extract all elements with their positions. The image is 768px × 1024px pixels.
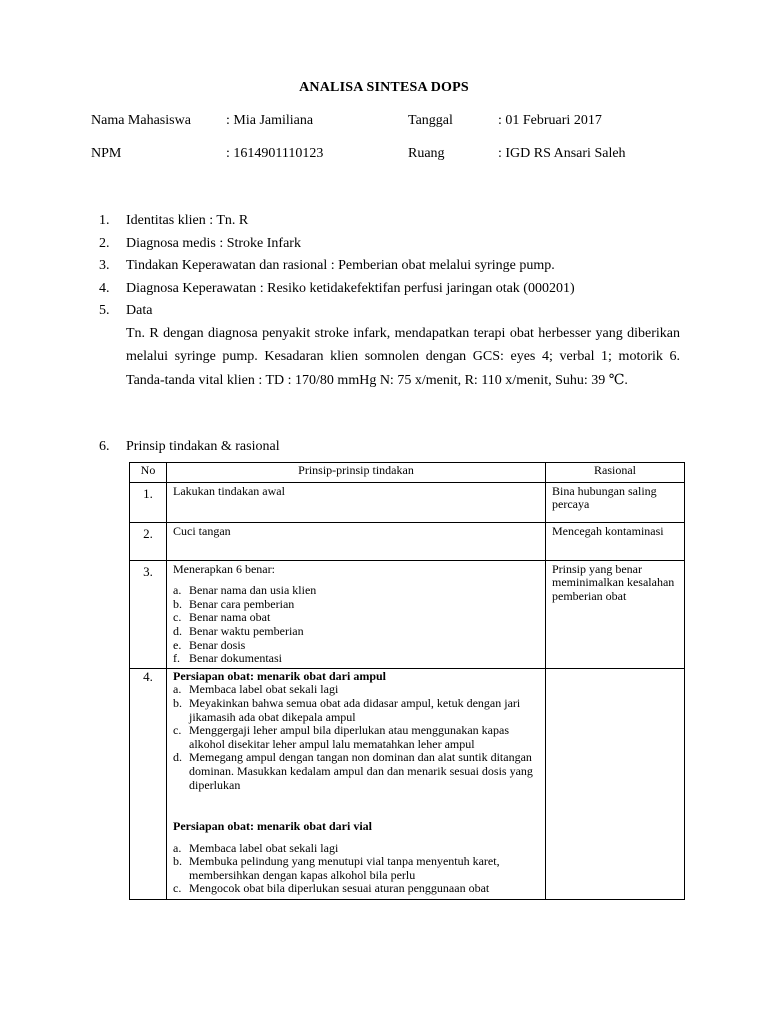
list-item bbox=[173, 625, 539, 639]
step-letter: c. bbox=[173, 723, 182, 738]
list-item-number: 6. bbox=[99, 439, 110, 454]
ampul-steps bbox=[173, 683, 539, 792]
step-text: Benar dokumentasi bbox=[189, 651, 282, 666]
step-text: Membaca label obat sekali lagi bbox=[189, 840, 339, 855]
list-item-text: Diagnosa medis : Stroke Infark bbox=[126, 236, 301, 251]
data-paragraph: Tn. R dengan diagnosa penyakit stroke infark, mendapatkan terapi obat herbesser yang diberikan melalui syringe pump. Kesadaran klien somnolen dengan GCS: eyes 4; verbal 1; motorik 6. Tanda-tanda vital klien : TD : 170/80 mmHg N: 75 x/menit, R: 110 x/menit, Suhu: 39 ℃. bbox=[126, 326, 680, 388]
list-item bbox=[173, 611, 539, 625]
npm-label: NPM bbox=[91, 146, 122, 161]
step-text: Benar nama dan usia klien bbox=[189, 583, 317, 598]
list-item-number: 2. bbox=[99, 236, 110, 251]
ruang-value: : IGD RS Ansari Saleh bbox=[498, 146, 626, 161]
step-text: Benar waktu pemberian bbox=[189, 623, 304, 638]
row-rasional bbox=[546, 668, 685, 899]
list-item bbox=[173, 842, 539, 856]
row-no: 1. bbox=[130, 482, 167, 522]
list-item bbox=[173, 683, 539, 697]
list-item bbox=[173, 584, 539, 598]
list-item-text: Diagnosa Keperawatan : Resiko ketidakefektifan perfusi jaringan otak (000201) bbox=[126, 281, 575, 296]
list-item-text: Tindakan Keperawatan dan rasional : Pemberian obat melalui syringe pump. bbox=[126, 258, 555, 273]
ampul-title: Persiapan obat: menarik obat dari ampul bbox=[173, 668, 387, 683]
six-rights-intro: Menerapkan 6 benar: bbox=[173, 561, 275, 576]
header-no: No bbox=[130, 463, 167, 483]
step-letter: c. bbox=[173, 610, 182, 625]
step-text: Memegang ampul dengan tangan non dominan dan alat suntik ditangan dominan. Masukkan kedalam ampul dan dan menarik sesuai dosis yang diperlukan bbox=[189, 750, 533, 792]
table-header-row bbox=[130, 463, 685, 483]
step-letter: b. bbox=[173, 695, 182, 710]
step-text: Membaca label obat sekali lagi bbox=[189, 682, 339, 697]
header-prinsip: Prinsip-prinsip tindakan bbox=[167, 463, 546, 483]
vial-title: Persiapan obat: menarik obat dari vial bbox=[173, 819, 373, 834]
step-letter: b. bbox=[173, 854, 182, 869]
step-text: Menggergaji leher ampul bila diperlukan atau menggunakan kapas alkohol disekitar leher ampul lalu mematahkan leher ampul bbox=[189, 723, 510, 751]
step-letter: e. bbox=[173, 637, 182, 652]
step-letter: f. bbox=[173, 651, 180, 666]
list-item bbox=[173, 882, 539, 896]
table-row bbox=[130, 522, 685, 560]
step-text: Meyakinkan bahwa semua obat ada didasar ampul, ketuk dengan jari jikamasih ada obat dikepala ampul bbox=[189, 695, 521, 724]
list-item-text: Data bbox=[126, 303, 153, 318]
header-rasional: Rasional bbox=[546, 463, 685, 483]
tanggal-label: Tanggal bbox=[408, 113, 453, 128]
step-letter: a. bbox=[173, 583, 182, 598]
step-letter: d. bbox=[173, 750, 182, 765]
step-letter: d. bbox=[173, 623, 182, 638]
step-text: Mengocok obat bila diperlukan sesuai aturan penggunaan obat bbox=[189, 881, 490, 896]
tanggal-value: : 01 Februari 2017 bbox=[498, 113, 602, 128]
list-item bbox=[173, 855, 539, 882]
step-text: Membuka pelindung yang menutupi vial tanpa menyentuh karet, membersihkan dengan kapas alkohol bila perlu bbox=[189, 854, 500, 882]
list-item-number: 4. bbox=[99, 281, 110, 296]
row-prinsip bbox=[167, 560, 546, 668]
step-text: Benar dosis bbox=[189, 637, 246, 652]
table-row bbox=[130, 560, 685, 668]
list-item bbox=[173, 697, 539, 724]
row-no: 4. bbox=[130, 668, 167, 899]
list-item bbox=[173, 598, 539, 612]
vial-steps bbox=[173, 842, 539, 896]
list-item-number: 3. bbox=[99, 258, 110, 273]
document-title: ANALISA SINTESA DOPS bbox=[299, 80, 469, 95]
row-no: 2. bbox=[130, 522, 167, 560]
table-row bbox=[130, 482, 685, 522]
list-item-number: 1. bbox=[99, 213, 110, 228]
list-item bbox=[173, 724, 539, 751]
row-rasional: Bina hubungan saling percaya bbox=[546, 482, 685, 522]
nama-label: Nama Mahasiswa bbox=[91, 113, 191, 128]
table-row bbox=[130, 668, 685, 899]
row-no: 3. bbox=[130, 560, 167, 668]
row-prinsip: Lakukan tindakan awal bbox=[167, 482, 546, 522]
list-item bbox=[173, 639, 539, 653]
list-item bbox=[173, 652, 539, 666]
ruang-label: Ruang bbox=[408, 146, 445, 161]
list-item-text: Identitas klien : Tn. R bbox=[126, 213, 249, 228]
step-letter: b. bbox=[173, 596, 182, 611]
step-letter: c. bbox=[173, 881, 182, 896]
row-prinsip bbox=[167, 668, 546, 899]
step-text: Benar cara pemberian bbox=[189, 596, 295, 611]
step-letter: a. bbox=[173, 840, 182, 855]
list-item bbox=[173, 751, 539, 792]
nama-value: : Mia Jamiliana bbox=[226, 113, 314, 128]
six-rights-list bbox=[173, 584, 539, 666]
list-item-text: Prinsip tindakan & rasional bbox=[126, 439, 280, 454]
row-prinsip: Cuci tangan bbox=[167, 522, 546, 560]
list-item-number: 5. bbox=[99, 303, 110, 318]
row-rasional: Prinsip yang benar meminimalkan kesalahan pemberian obat bbox=[546, 560, 685, 668]
prinsip-table bbox=[129, 462, 685, 900]
step-letter: a. bbox=[173, 682, 182, 697]
row-rasional: Mencegah kontaminasi bbox=[546, 522, 685, 560]
npm-value: : 1614901110123 bbox=[226, 146, 324, 161]
step-text: Benar nama obat bbox=[189, 610, 271, 625]
